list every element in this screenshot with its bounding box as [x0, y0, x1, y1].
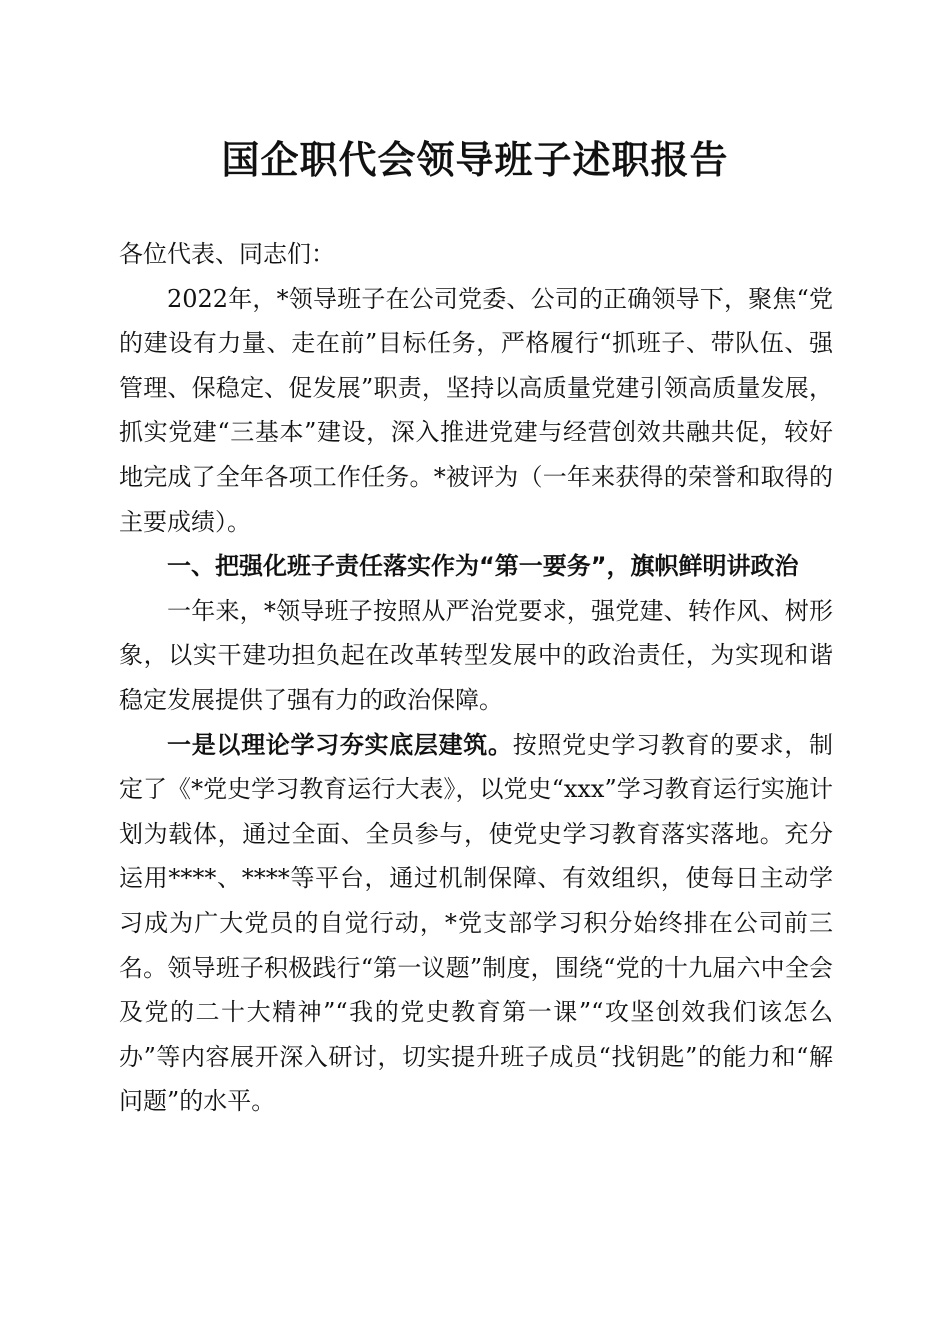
salutation: 各位代表、同志们： [119, 240, 335, 268]
document-body [119, 232, 833, 1124]
document-title: 国企职代会领导班子述职报告 [221, 137, 729, 182]
intro-paragraph: 2022年，*领导班子在公司党委、公司的正确领导下，聚焦“党的建设有力量、走在前”目标任务，严格履行“抓班子、带队伍、强管理、保稳定、促发展”职责，坚持以高质量党建引领高质量发展，抓实党建“三基本”建设，深入推进党建与经营创效共融共促，较好地完成了全年各项工作任务。*被评为（一年来获得的荣誉和取得的主要成绩）。 [119, 284, 833, 536]
point-body: 按照党史学习教育的要求，制定了《*党史学习教育运行大表》，以党史“xxx”学习教育运行实施计划为载体，通过全面、全员参与，使党史学习教育落实落地。充分运用****、****等平台，通过机制保障、有效组织，使每日主动学习成为广大党员的自觉行动，*党支部学习积分始终排在公司前三名。领导班子积极践行“第一议题”制度，围绕“党的十九届六中全会及党的二十大精神”“我的党史教育第一课”“攻坚创效我们该怎么办”等内容展开深入研讨，切实提升班子成员“找钥匙”的能力和“解问题”的水平。 [119, 730, 834, 1116]
point-paragraph [119, 723, 833, 1124]
section-heading: 一、把强化班子责任落实作为“第一要务”，旗帜鲜明讲政治 [167, 552, 799, 581]
point-lead: 一是以理论学习夯实底层建筑。 [167, 729, 513, 759]
section-paragraph: 一年来，*领导班子按照从严治党要求，强党建、转作风、树形象，以实干建功担负起在改革转型发展中的政治责任，为实现和谐稳定发展提供了强有力的政治保障。 [119, 596, 833, 714]
